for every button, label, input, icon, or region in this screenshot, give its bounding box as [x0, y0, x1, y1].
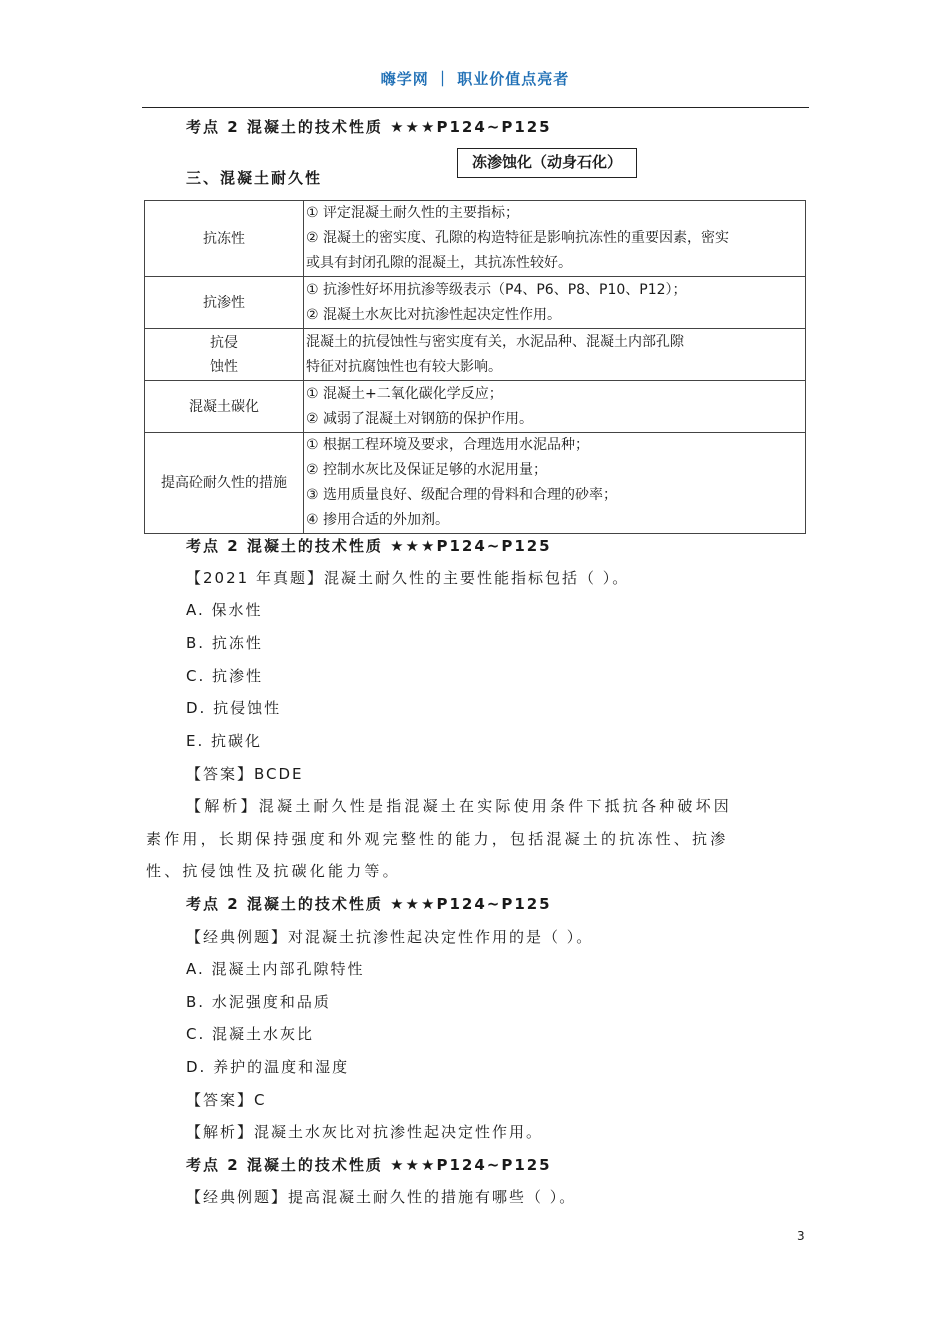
question-stem: 【经典例题】提高混凝土耐久性的措施有哪些（ ）。 — [186, 1188, 577, 1206]
option-a: A. 混凝土内部孔隙特性 — [186, 960, 365, 978]
question-stem: 【经典例题】对混凝土抗渗性起决定性作用的是（ ）。 — [186, 928, 594, 946]
row-line: 或具有封闭孔隙的混凝土，其抗冻性较好。 — [306, 255, 572, 271]
row-line: 特征对抗腐蚀性也有较大影响。 — [306, 358, 502, 375]
topic-line: 考点 2 混凝土的技术性质 ★★★P124~P125 — [186, 118, 552, 136]
row-line: ③ 选用质量良好、级配合理的骨料和合理的砂率； — [306, 487, 617, 503]
page-number: 3 — [797, 1229, 805, 1243]
table-row — [145, 329, 806, 381]
topic-line: 考点 2 混凝土的技术性质 ★★★P124~P125 — [186, 895, 552, 913]
row-line: ② 混凝土的密实度、孔隙的构造特征是影响抗冻性的重要因素，密实 — [306, 230, 729, 246]
row-key: 混凝土碳化 — [145, 381, 304, 433]
row-key — [145, 329, 304, 381]
row-line: ② 控制水灰比及保证足够的水泥用量； — [306, 462, 547, 478]
table-row — [145, 277, 806, 329]
row-line: ④ 掺用合适的外加剂。 — [306, 512, 450, 528]
topic-line: 考点 2 混凝土的技术性质 ★★★P124~P125 — [186, 1156, 552, 1174]
option-c: C. 混凝土水灰比 — [186, 1025, 315, 1043]
analysis-line: 性、抗侵蚀性及抗碳化能力等。 — [146, 862, 401, 880]
topic-line: 考点 2 混凝土的技术性质 ★★★P124~P125 — [186, 537, 552, 555]
row-line: ① 根据工程环境及要求，合理选用水泥品种； — [306, 437, 589, 453]
row-value — [304, 201, 806, 277]
option-d: D. 抗侵蚀性 — [186, 699, 282, 717]
row-key: 抗冻性 — [145, 201, 304, 277]
row-key-line: 蚀性 — [210, 358, 238, 375]
row-line: ② 减弱了混凝土对钢筋的保护作用。 — [306, 410, 534, 427]
answer-line: 【答案】C — [186, 1091, 267, 1109]
table-row — [145, 381, 806, 433]
option-a: A. 保水性 — [186, 601, 263, 619]
answer-line: 【答案】BCDE — [186, 765, 304, 783]
header-divider — [142, 107, 809, 108]
table-row — [145, 201, 806, 277]
mnemonic-box: 冻渗蚀化（动身石化） — [457, 148, 637, 178]
row-line: ① 抗渗性好坏用抗渗等级表示（P4、P6、P8、P10、P12）； — [306, 281, 687, 298]
option-b: B. 抗冻性 — [186, 634, 263, 652]
row-line: ① 评定混凝土耐久性的主要指标； — [306, 205, 520, 221]
row-line: 混凝土的抗侵蚀性与密实度有关，水泥品种、混凝土内部孔隙 — [306, 333, 684, 350]
analysis-line: 【解析】混凝土耐久性是指混凝土在实际使用条件下抵抗各种破坏因 — [186, 797, 733, 815]
site-header-title: 嗨学网 ｜ 职业价值点亮者 — [380, 70, 570, 88]
row-value — [304, 277, 806, 329]
analysis-line: 【解析】混凝土水灰比对抗渗性起决定性作用。 — [186, 1123, 544, 1141]
option-b: B. 水泥强度和品质 — [186, 993, 331, 1011]
row-key-line: 抗侵 — [210, 334, 238, 351]
row-key: 提高砼耐久性的措施 — [145, 433, 304, 534]
option-c: C. 抗渗性 — [186, 667, 264, 685]
question-stem: 【2021 年真题】混凝土耐久性的主要性能指标包括（ ）。 — [186, 569, 630, 587]
row-value — [304, 381, 806, 433]
section-heading: 三、混凝土耐久性 — [186, 169, 323, 187]
row-value — [304, 433, 806, 534]
row-line: ① 混凝土+二氧化碳化学反应； — [306, 385, 503, 402]
row-key: 抗渗性 — [145, 277, 304, 329]
analysis-line: 素作用，长期保持强度和外观完整性的能力，包括混凝土的抗冻性、抗渗 — [146, 830, 729, 848]
row-line: ② 混凝土水灰比对抗渗性起决定性作用。 — [306, 306, 561, 323]
row-value — [304, 329, 806, 381]
table-row — [145, 433, 806, 534]
option-e: E. 抗碳化 — [186, 732, 263, 750]
durability-table — [144, 200, 806, 534]
option-d: D. 养护的温度和湿度 — [186, 1058, 350, 1076]
